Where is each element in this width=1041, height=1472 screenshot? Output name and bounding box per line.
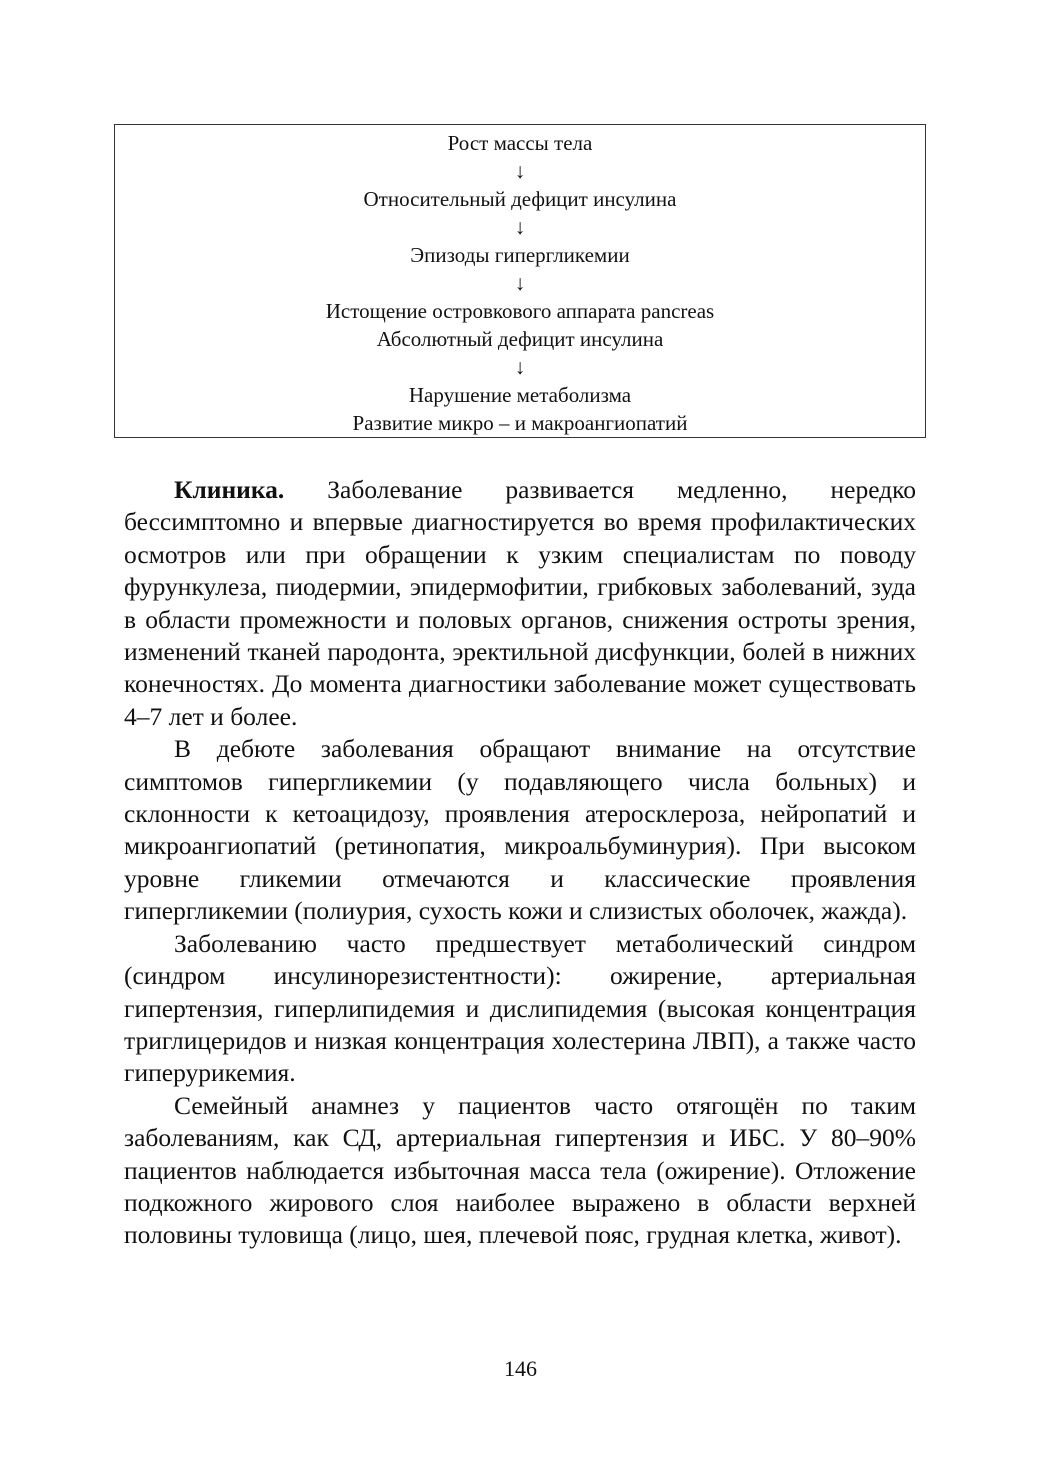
pathogenesis-flowchart — [114, 124, 926, 438]
flow-step-metabolic-disorder: Нарушение метаболизма — [408, 383, 632, 407]
paragraph-clinic — [124, 474, 916, 733]
paragraph-debut: В дебюте заболевания обращают внимание на отсутствие симптомов гипергликемии (у подавляющего числа больных) и склонности к кетоацидозу, проявления атеросклероза, нейропатий и микроангиопатий (ретинопатия, микроальбуминурия). При высоком уровне гликемии отмечаются и классические проявления гипергликемии (полиурия, сухость кожи и слизистых оболочек, жажда). — [124, 734, 916, 926]
flow-step-angiopathies: Развитие микро – и макроангиопатий — [352, 411, 688, 435]
down-arrow-icon: ↓ — [514, 159, 526, 183]
flow-step-absolute-insulin-deficit: Абсолютный дефицит инсулина — [376, 327, 664, 351]
page-number: 146 — [504, 1356, 537, 1381]
paragraph-metabolic-syndrome: Заболеванию часто предшествует метаболический синдром (синдром инсулинорезистентности): ожирение, артериальная гипертензия, гиперлипидемия и дислипидемия (высокая концентрация триглицеридов и низкая концентрация холестерина ЛВП), а также часто гиперурикемия. — [124, 928, 916, 1088]
paragraph-clinic-text: Заболевание развивается медленно, нередко бессимптомно и впервые диагностируется во время профилактических осмотров или при обращении к узким специалистам по поводу фурункулеза, пиодермии, эпидермофитии, грибковых заболеваний, зуда в области промежности и половых органов, снижения остроты зрения, изменений тканей пародонта, эректильной дисфункции, болей в нижних конечностях. До момента диагностики заболевание может существовать 4–7 лет и более. — [124, 475, 916, 731]
flow-step-relative-insulin-deficit: Относительный дефицит инсулина — [363, 187, 677, 211]
down-arrow-icon: ↓ — [514, 355, 526, 379]
down-arrow-icon: ↓ — [514, 271, 526, 295]
down-arrow-icon: ↓ — [514, 215, 526, 239]
flow-step-weight-gain: Рост массы тела — [447, 131, 593, 155]
flow-step-hyperglycemia-episodes: Эпизоды гипергликемии — [410, 243, 630, 267]
flow-step-islet-exhaustion: Истощение островкового аппарата pancreas — [325, 299, 715, 323]
paragraph-family-history: Семейный анамнез у пациентов часто отягощён по таким заболеваниям, как СД, артериальная гипертензия и ИБС. У 80–90% пациентов наблюдается избыточная масса тела (ожирение). Отложение подкожного жирового слоя наиболее выражено в области верхней половины туловища (лицо, шея, плечевой пояс, грудная клетка, живот). — [124, 1090, 916, 1250]
body-text — [124, 474, 916, 1252]
section-heading-clinic: Клиника. — [174, 475, 285, 504]
